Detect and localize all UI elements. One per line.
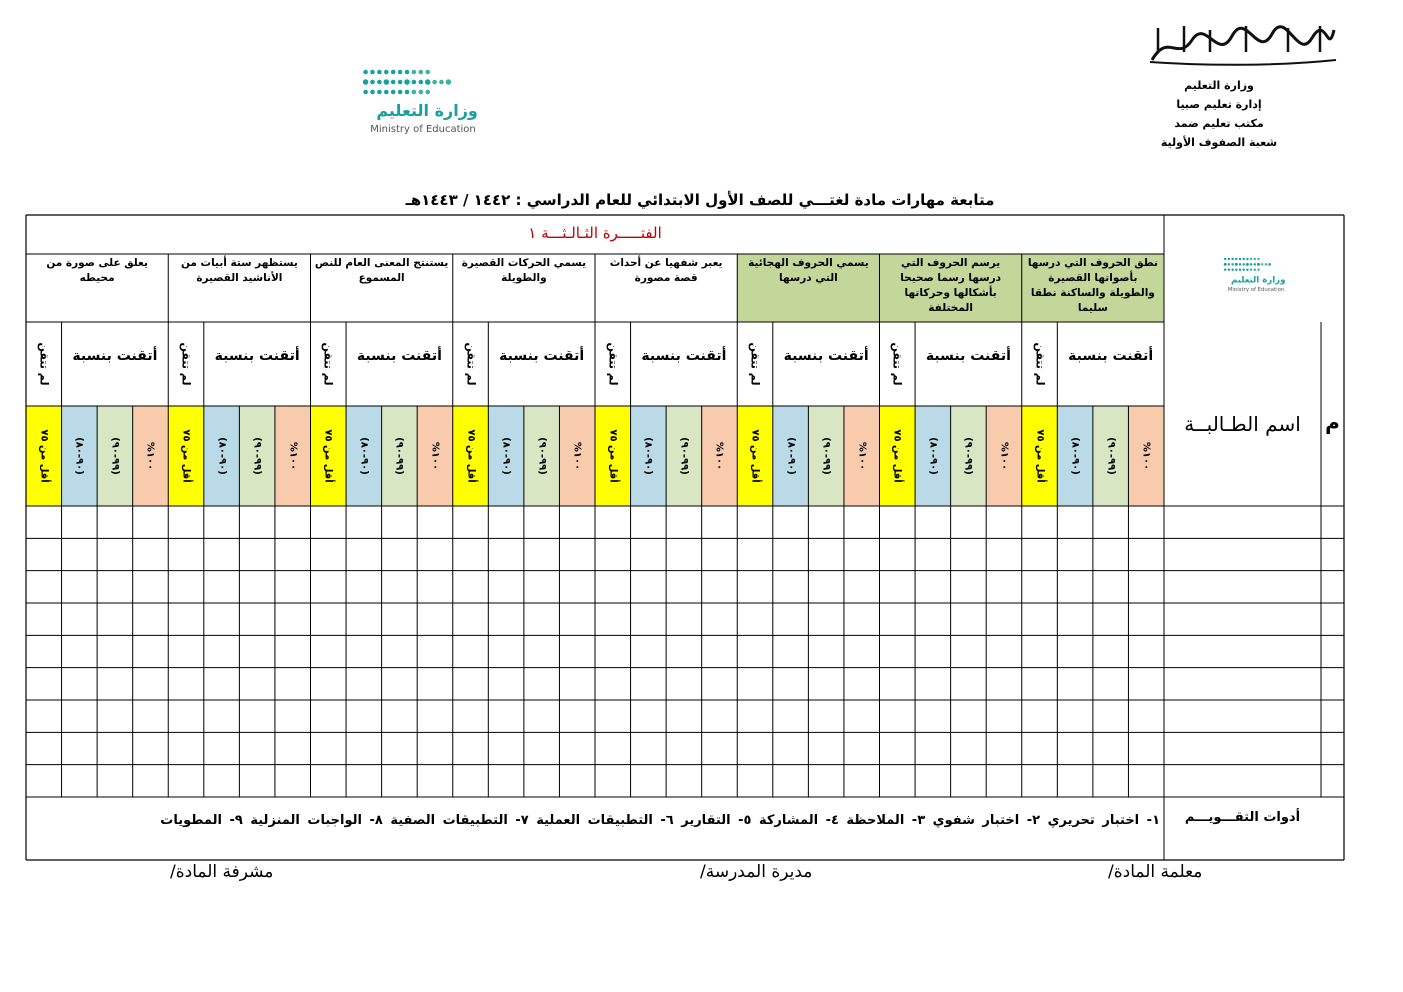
logo-dot bbox=[1257, 268, 1259, 270]
logo-dot bbox=[1231, 258, 1233, 260]
not-mastered-label: لم تتقن bbox=[890, 342, 904, 386]
level-label: (٩٠-٨٠) bbox=[358, 437, 370, 475]
logo-dot bbox=[1242, 263, 1244, 265]
document-title: متابعة مهارات مادة لغتـــي للصف الأول الابتدائي للعام الدراسي : ١٤٤٢ / ١٤٤٣هـ bbox=[405, 191, 995, 209]
assessment-tools-label: أدوات التقـــويـــم bbox=[1184, 810, 1301, 825]
logo-dot bbox=[1254, 268, 1256, 270]
table-row[interactable] bbox=[26, 538, 1344, 570]
logo-dot bbox=[1231, 268, 1233, 270]
supervisor-signature: مشرفة المادة/ bbox=[170, 862, 274, 882]
logo-dot bbox=[1250, 268, 1252, 270]
principal-signature: مديرة المدرسة/ bbox=[700, 862, 813, 882]
table-row[interactable] bbox=[26, 700, 1344, 732]
level-label: أقل من ٧٥ bbox=[322, 429, 334, 483]
logo-dot bbox=[1239, 268, 1241, 270]
table-row[interactable] bbox=[26, 603, 1344, 635]
level-label: ١٠٠% bbox=[713, 441, 725, 471]
level-label: (٩٠-٨٠) bbox=[73, 437, 85, 475]
table-row[interactable] bbox=[26, 732, 1344, 764]
not-mastered-label: لم تتقن bbox=[464, 342, 478, 386]
logo-dot bbox=[1228, 263, 1230, 265]
row-number-header: م bbox=[1325, 410, 1340, 434]
level-label: (٩٩-٩٠) bbox=[536, 437, 548, 475]
skill-header: يعلق على صورة من محيطه bbox=[46, 257, 148, 284]
level-label: ١٠٠% bbox=[856, 441, 868, 471]
not-mastered-label: لم تتقن bbox=[37, 342, 51, 386]
table-row[interactable] bbox=[26, 571, 1344, 603]
logo-dot bbox=[1231, 263, 1233, 265]
logo-dot bbox=[1239, 263, 1241, 265]
skill-header: يرسم الحروف التي درسها رسما صحيحا بأشكالها وحركاتها المختلفة bbox=[900, 257, 1002, 314]
logo-dot bbox=[1250, 258, 1252, 260]
skill-header: نطق الحروف التي درسها بأصواتها القصيرة والطويلة والساكنة نطقا سليما bbox=[1027, 257, 1158, 314]
mastered-label: أتقنت بنسبة bbox=[925, 348, 1011, 364]
not-mastered-label: لم تتقن bbox=[748, 342, 762, 386]
logo-dot bbox=[1242, 268, 1244, 270]
level-label: ١٠٠% bbox=[1140, 441, 1152, 471]
mastered-label: أتقنت بنسبة bbox=[356, 348, 442, 364]
assessment-tools-list: ١- اختبار تحريري ٢- اختبار شفوي ٣- الملاحظة ٤- المشاركة ٥- التقارير ٦- التطبيقات العملية ٧- التطبيقات الصفية ٨- الواجبات المنزلية ٩- المطويات bbox=[160, 813, 1160, 828]
not-mastered-label: لم تتقن bbox=[179, 342, 193, 386]
skill-header: يعبر شفهيا عن أحداث قصة مصورة bbox=[609, 257, 723, 284]
level-label: (٩٩-٩٠) bbox=[109, 437, 121, 475]
level-label: أقل من ٧٥ bbox=[891, 429, 903, 483]
header-line: مكتب تعليم ضمد bbox=[1174, 117, 1264, 130]
table-row[interactable] bbox=[26, 668, 1344, 700]
logo-dot bbox=[1235, 268, 1237, 270]
level-label: (٩٩-٩٠) bbox=[1105, 437, 1117, 475]
level-label: (٩٩-٩٠) bbox=[678, 437, 690, 475]
mastered-label: أتقنت بنسبة bbox=[214, 348, 300, 364]
logo-english-text: Ministry of Education bbox=[1227, 287, 1285, 294]
logo-dot bbox=[1254, 263, 1256, 265]
teacher-signature: معلمة المادة/ bbox=[1108, 862, 1203, 882]
level-label: ١٠٠% bbox=[429, 441, 441, 471]
level-label: أقل من ٧٥ bbox=[607, 429, 619, 483]
logo-dot bbox=[1224, 263, 1227, 266]
mastered-label: أتقنت بنسبة bbox=[641, 348, 727, 364]
level-label: أقل من ٧٥ bbox=[749, 429, 761, 483]
logo-dot bbox=[1265, 263, 1267, 265]
logo-dot bbox=[1242, 258, 1244, 260]
logo-english-text: Ministry of Education bbox=[370, 124, 476, 135]
header-line: إدارة تعليم صبيا bbox=[1176, 98, 1262, 111]
logo-dot bbox=[1268, 263, 1271, 266]
level-label: ١٠٠% bbox=[571, 441, 583, 471]
skill-header: يسمي الحروف الهجائية التي درسها bbox=[748, 257, 869, 284]
level-label: (٩٩-٩٠) bbox=[251, 437, 263, 475]
logo-dot bbox=[1235, 258, 1237, 260]
logo-dot bbox=[1235, 263, 1238, 266]
level-label: أقل من ٧٥ bbox=[180, 429, 192, 483]
header-line: شعبة الصفوف الأولية bbox=[1160, 136, 1278, 149]
level-label: (٩٩-٩٠) bbox=[820, 437, 832, 475]
logo-dot bbox=[1224, 258, 1226, 260]
level-label: أقل من ٧٥ bbox=[38, 429, 50, 483]
mastered-label: أتقنت بنسبة bbox=[499, 348, 585, 364]
level-label: ١٠٠% bbox=[998, 441, 1010, 471]
level-label: (٩٠-٨٠) bbox=[500, 437, 512, 475]
not-mastered-label: لم تتقن bbox=[1033, 342, 1047, 386]
logo-dot bbox=[1224, 268, 1226, 270]
level-label: ١٠٠% bbox=[287, 441, 299, 471]
student-name-header: اسم الطـالبــة bbox=[1184, 412, 1301, 436]
level-label: (٩٩-٩٠) bbox=[393, 437, 405, 475]
header-line: وزارة التعليم bbox=[1184, 79, 1254, 92]
logo-dot bbox=[1228, 268, 1230, 270]
level-label: أقل من ٧٥ bbox=[465, 429, 477, 483]
logo-dot bbox=[1228, 258, 1230, 260]
period-label: الفتـــــرة الثـالـثـــة ١ bbox=[528, 224, 662, 242]
logo-arabic-text: وزارة التعليم bbox=[1230, 275, 1286, 286]
level-label: (٩٠-٨٠) bbox=[1069, 437, 1081, 475]
logo-dot bbox=[1246, 263, 1249, 266]
logo-dot bbox=[1250, 263, 1252, 265]
table-row[interactable] bbox=[26, 635, 1344, 667]
logo-arabic-text: وزارة التعليم bbox=[376, 101, 478, 120]
level-label: (٩٠-٨٠) bbox=[785, 437, 797, 475]
logo-dot bbox=[1239, 258, 1241, 260]
level-label: (٩٠-٨٠) bbox=[216, 437, 228, 475]
mastered-label: أتقنت بنسبة bbox=[783, 348, 869, 364]
skill-header: يسمي الحركات القصيرة والطويلة bbox=[461, 257, 587, 284]
level-label: (٩٠-٨٠) bbox=[927, 437, 939, 475]
logo-dot bbox=[1254, 258, 1256, 260]
level-label: (٩٩-٩٠) bbox=[962, 437, 974, 475]
level-label: (٩٠-٨٠) bbox=[642, 437, 654, 475]
logo-dot bbox=[1257, 258, 1259, 260]
not-mastered-label: لم تتقن bbox=[321, 342, 335, 386]
skill-header: يستظهر ستة أبيات من الأناشيد القصيرة bbox=[180, 257, 298, 284]
not-mastered-label: لم تتقن bbox=[606, 342, 620, 386]
logo-dot bbox=[1246, 258, 1248, 260]
skill-header: يستنتج المعنى العام للنص المسموع bbox=[314, 257, 449, 284]
mastered-label: أتقنت بنسبة bbox=[1068, 348, 1154, 364]
logo-dot bbox=[1257, 263, 1260, 266]
logo-dot bbox=[1261, 263, 1263, 265]
level-label: ١٠٠% bbox=[144, 441, 156, 471]
table-row[interactable] bbox=[26, 765, 1344, 797]
ministry-logo-small bbox=[1190, 234, 1300, 314]
logo-dot bbox=[1246, 268, 1248, 270]
level-label: أقل من ٧٥ bbox=[1034, 429, 1046, 483]
table-row[interactable] bbox=[26, 506, 1344, 538]
mastered-label: أتقنت بنسبة bbox=[72, 348, 158, 364]
